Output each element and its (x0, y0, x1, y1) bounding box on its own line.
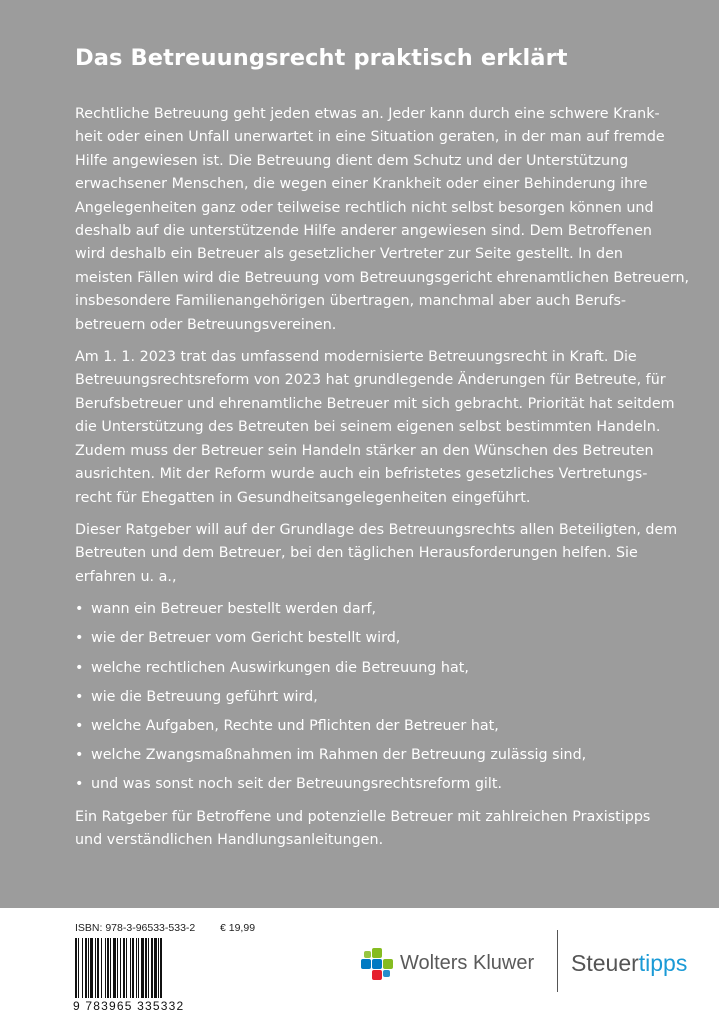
list-item (75, 686, 685, 709)
text-line: meisten Fällen wird die Betreuung vom Betreuungsgericht ehrenamtlichen Betreuern, (75, 269, 690, 286)
text-line: Ein Ratgeber für Betroffene und potenzielle Betreuer mit zahlreichen Praxistipps (75, 808, 651, 825)
list-item (75, 598, 685, 621)
bullet-icon: • (75, 776, 84, 793)
paragraph-guide (75, 519, 685, 589)
paragraph-intro (75, 103, 690, 337)
topic-list (75, 598, 685, 797)
list-item (75, 627, 685, 650)
text-line: und verständlichen Handlungsanleitungen. (75, 832, 384, 849)
text-line: Betreuten und dem Betreuer, bei den täglichen Herausforderungen helfen. Sie (75, 545, 638, 562)
list-item-text: und was sonst noch seit der Betreuungsrechtsreform gilt. (91, 776, 503, 793)
paragraph-closing (75, 806, 685, 853)
text-line: Am 1. 1. 2023 trat das umfassend modernisierte Betreuungsrecht in Kraft. Die (75, 349, 637, 366)
text-line: Zudem muss der Betreuer sein Handeln stärker an den Wünschen des Betreuten (75, 442, 654, 459)
list-item-text: welche rechtlichen Auswirkungen die Betreuung hat, (91, 659, 469, 676)
text-line: Rechtliche Betreuung geht jeden etwas an. Jeder kann durch eine schwere Krank- (75, 106, 660, 122)
text-line: erwachsener Menschen, die wegen einer Krankheit oder einer Behinderung ihre (75, 176, 648, 193)
publisher-name: Wolters Kluwer (400, 952, 535, 974)
text-line: heit oder einen Unfall unerwartet in eine Situation geraten, in der man auf fremde (75, 129, 665, 146)
isbn-label: ISBN: 978-3-96533-533-2 (75, 922, 196, 934)
wolters-kluwer-logo-icon (360, 947, 394, 981)
list-item-text: wann ein Betreuer bestellt werden darf, (91, 601, 377, 618)
barcode-digits: 9 783965 335332 (73, 999, 185, 1013)
list-item-text: wie der Betreuer vom Gericht bestellt wird, (91, 630, 401, 647)
text-line: Dieser Ratgeber will auf der Grundlage des Betreuungsrechts allen Beteiligten, dem (75, 521, 678, 538)
text-line: Angelegenheiten ganz oder teilweise rechtlich nicht selbst besorgen können und (75, 199, 654, 216)
list-item-text: welche Zwangsmaßnahmen im Rahmen der Betreuung zulässig sind, (91, 747, 587, 764)
text-line: Hilfe angewiesen ist. Die Betreuung dient dem Schutz und der Unterstützung (75, 152, 629, 169)
list-item (75, 744, 685, 767)
bullet-icon: • (75, 659, 84, 676)
text-line: erfahren u. a., (75, 568, 177, 585)
bullet-icon: • (75, 747, 84, 764)
text-line: betreuern oder Betreuungsvereinen. (75, 316, 337, 333)
brand-part-1: Steuer (571, 950, 639, 976)
bullet-icon: • (75, 688, 84, 705)
bullet-icon: • (75, 717, 84, 734)
text-line: recht für Ehegatten in Gesundheitsangelegenheiten eingeführt. (75, 489, 531, 506)
list-item (75, 715, 685, 738)
list-item-text: wie die Betreuung geführt wird, (91, 688, 318, 705)
blurb-text (75, 103, 690, 861)
bullet-icon: • (75, 601, 84, 618)
list-item (75, 773, 685, 796)
logo-divider (557, 930, 558, 992)
list-item (75, 657, 685, 680)
price-label: € 19,99 (220, 922, 256, 934)
bullet-icon: • (75, 630, 84, 647)
barcode-image (75, 938, 195, 998)
list-item-text: welche Aufgaben, Rechte und Pflichten der Betreuer hat, (91, 717, 499, 734)
paragraph-reform (75, 346, 685, 510)
text-line: Berufsbetreuer und ehrenamtliche Betreuer mit sich gebracht. Priorität hat seitdem (75, 395, 675, 412)
series-brand (571, 950, 687, 977)
text-line: insbesondere Familienangehörigen übertragen, manchmal aber auch Berufs- (75, 293, 627, 310)
brand-part-2: tipps (638, 950, 688, 976)
book-title: Das Betreuungsrecht praktisch erklärt (75, 45, 568, 71)
text-line: ausrichten. Mit der Reform wurde auch ein befristetes gesetzliches Vertretungs- (75, 466, 648, 483)
text-line: Betreuungsrechtsreform von 2023 hat grundlegende Änderungen für Betreute, für (75, 372, 666, 389)
text-line: wird deshalb ein Betreuer als gesetzlicher Vertreter zur Seite gestellt. In den (75, 246, 623, 263)
text-line: die Unterstützung des Betreuten bei seinem eigenen selbst bestimmten Handeln. (75, 419, 661, 436)
text-line: deshalb auf die unterstützende Hilfe anderer angewiesen sind. Dem Betroffenen (75, 223, 652, 240)
